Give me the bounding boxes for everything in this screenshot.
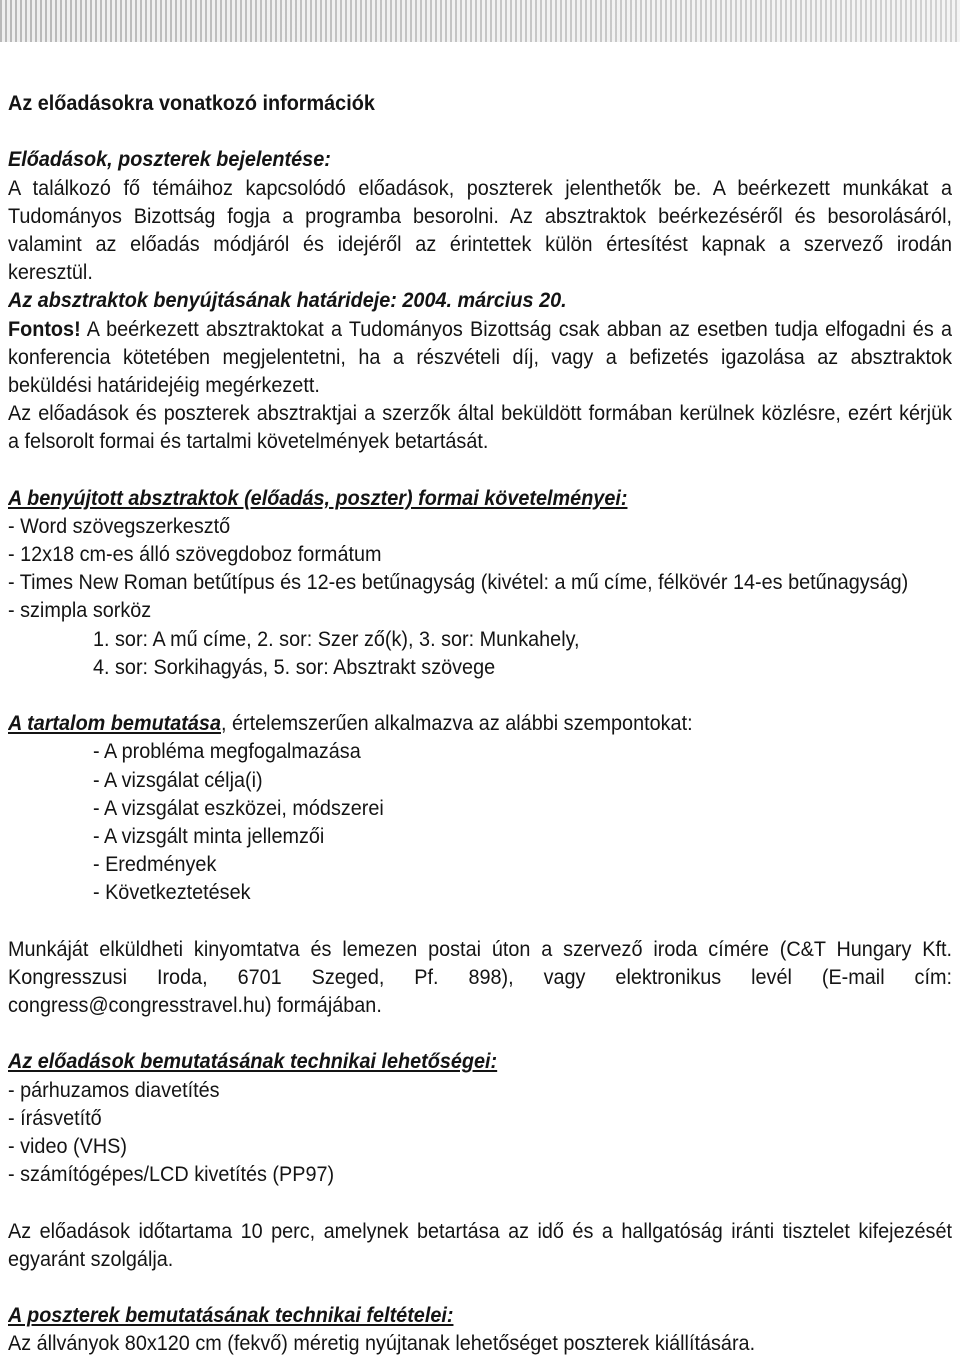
important-line: konferencia kötetében megjelentetni, ha a részvételi díj, vagy a befizetés igazolása az absztraktok: [8, 345, 952, 369]
paragraph-spacer: [8, 1274, 952, 1302]
format-note-line: a felsorolt formai és tartalmi követelmények betartását.: [8, 430, 489, 454]
announcement-heading: Előadások, poszterek bejelentése:: [8, 148, 331, 172]
announcement-line: keresztül.: [8, 261, 93, 285]
important-line: [8, 316, 952, 344]
important-line: beküldési határidejéig megérkezett.: [8, 373, 320, 397]
format-requirement-item: - Word szövegszerkesztő: [8, 514, 231, 538]
poster-tech-heading: A poszterek bemutatásának technikai feltételei:: [8, 1304, 454, 1328]
format-note-line: Az előadások és poszterek absztraktjai a szerzők által beküldött formában kerülnek közlésre, ezért kérjük: [8, 402, 952, 426]
announcement-line: Tudományos Bizottság fogja a programba besorolni. Az absztraktok beérkezéséről és besorolásáról,: [8, 204, 952, 228]
content-item: - A vizsgálat eszközei, módszerei: [92, 796, 384, 820]
important-text: A beérkezett absztraktokat a Tudományos Bizottság csak abban az esetben tudja elfogadni és a: [86, 317, 952, 341]
duration-line: Az előadások időtartama 10 perc, amelynek betartása az idő és a hallgatóság iránti tisztelet kifejezését: [8, 1219, 952, 1243]
submission-line: congress@congresstravel.hu) formájában.: [8, 994, 382, 1017]
presentation-tech-heading: Az előadások bemutatásának technikai lehetőségei:: [8, 1050, 498, 1074]
content-item: - A vizsgálat célja(i): [92, 768, 263, 792]
important-label: Fontos!: [8, 317, 81, 341]
content-item: - A probléma megfogalmazása: [92, 740, 361, 764]
announcement-line: valamint az előadás módjáról és idejéről az érintettek külön értesítést kapnak a szervező irodán: [8, 232, 952, 256]
paragraph-spacer: [8, 682, 952, 710]
content-presentation-intro: [8, 710, 952, 738]
paragraph-spacer: [8, 1020, 952, 1048]
format-requirement-item: - Times New Roman betűtípus és 12-es betűnagyság (kivétel: a mű címe, félkövér 14-es betűnagyság): [8, 571, 909, 595]
duration-line: egyaránt szolgálja.: [8, 1247, 174, 1271]
header-stripe-bar: [0, 0, 960, 42]
line-order-item: 4. sor: Sorkihagyás, 5. sor: Absztrakt szövege: [92, 655, 496, 679]
format-requirement-item: - szimpla sorköz: [8, 599, 152, 623]
content-item: - Következtetések: [92, 881, 251, 905]
content-presentation-heading: A tartalom bemutatása: [8, 712, 221, 736]
page-title: Az előadásokra vonatkozó információk: [8, 92, 375, 115]
format-requirement-item: - 12x18 cm-es álló szövegdoboz formátum: [8, 543, 382, 566]
paragraph-spacer: [8, 456, 952, 484]
content-presentation-intro-text: , értelemszerűen alkalmazva az alábbi szempontokat:: [220, 712, 693, 736]
presentation-tech-item: - számítógépes/LCD kivetítés (PP97): [8, 1163, 335, 1187]
format-requirements-heading: A benyújtott absztraktok (előadás, poszter) formai követelményei:: [8, 486, 628, 510]
presentation-tech-item: - video (VHS): [8, 1134, 127, 1158]
content-item: - Eredmények: [92, 853, 217, 877]
presentation-tech-item: - írásvetítő: [8, 1106, 102, 1130]
paragraph-spacer: [8, 118, 952, 146]
presentation-tech-item: - párhuzamos diavetítés: [8, 1078, 220, 1102]
deadline-notice: Az absztraktok benyújtásának határideje: 2004. március 20.: [8, 289, 567, 313]
submission-line: Kongresszusi Iroda, 6701 Szeged, Pf. 898), vagy elektronikus levél (E-mail cím:: [8, 965, 952, 989]
announcement-line: A találkozó fő témáihoz kapcsolódó előadások, poszterek jelenthetők be. A beérkezett munkákat a: [8, 176, 952, 200]
poster-tech-text: Az állványok 80x120 cm (fekvő) méretig nyújtanak lehetőséget poszterek kiállítására.: [8, 1332, 756, 1356]
paragraph-spacer: [8, 907, 952, 935]
content-item: - A vizsgált minta jellemzői: [92, 824, 325, 848]
document-body: [8, 90, 952, 1358]
paragraph-spacer: [8, 1189, 952, 1217]
submission-line: Munkáját elküldheti kinyomtatva és lemezen postai úton a szervező iroda címére (C&T Hungary Kft.: [8, 937, 952, 961]
line-order-item: 1. sor: A mű címe, 2. sor: Szer ző(k), 3. sor: Munkahely,: [92, 627, 580, 651]
